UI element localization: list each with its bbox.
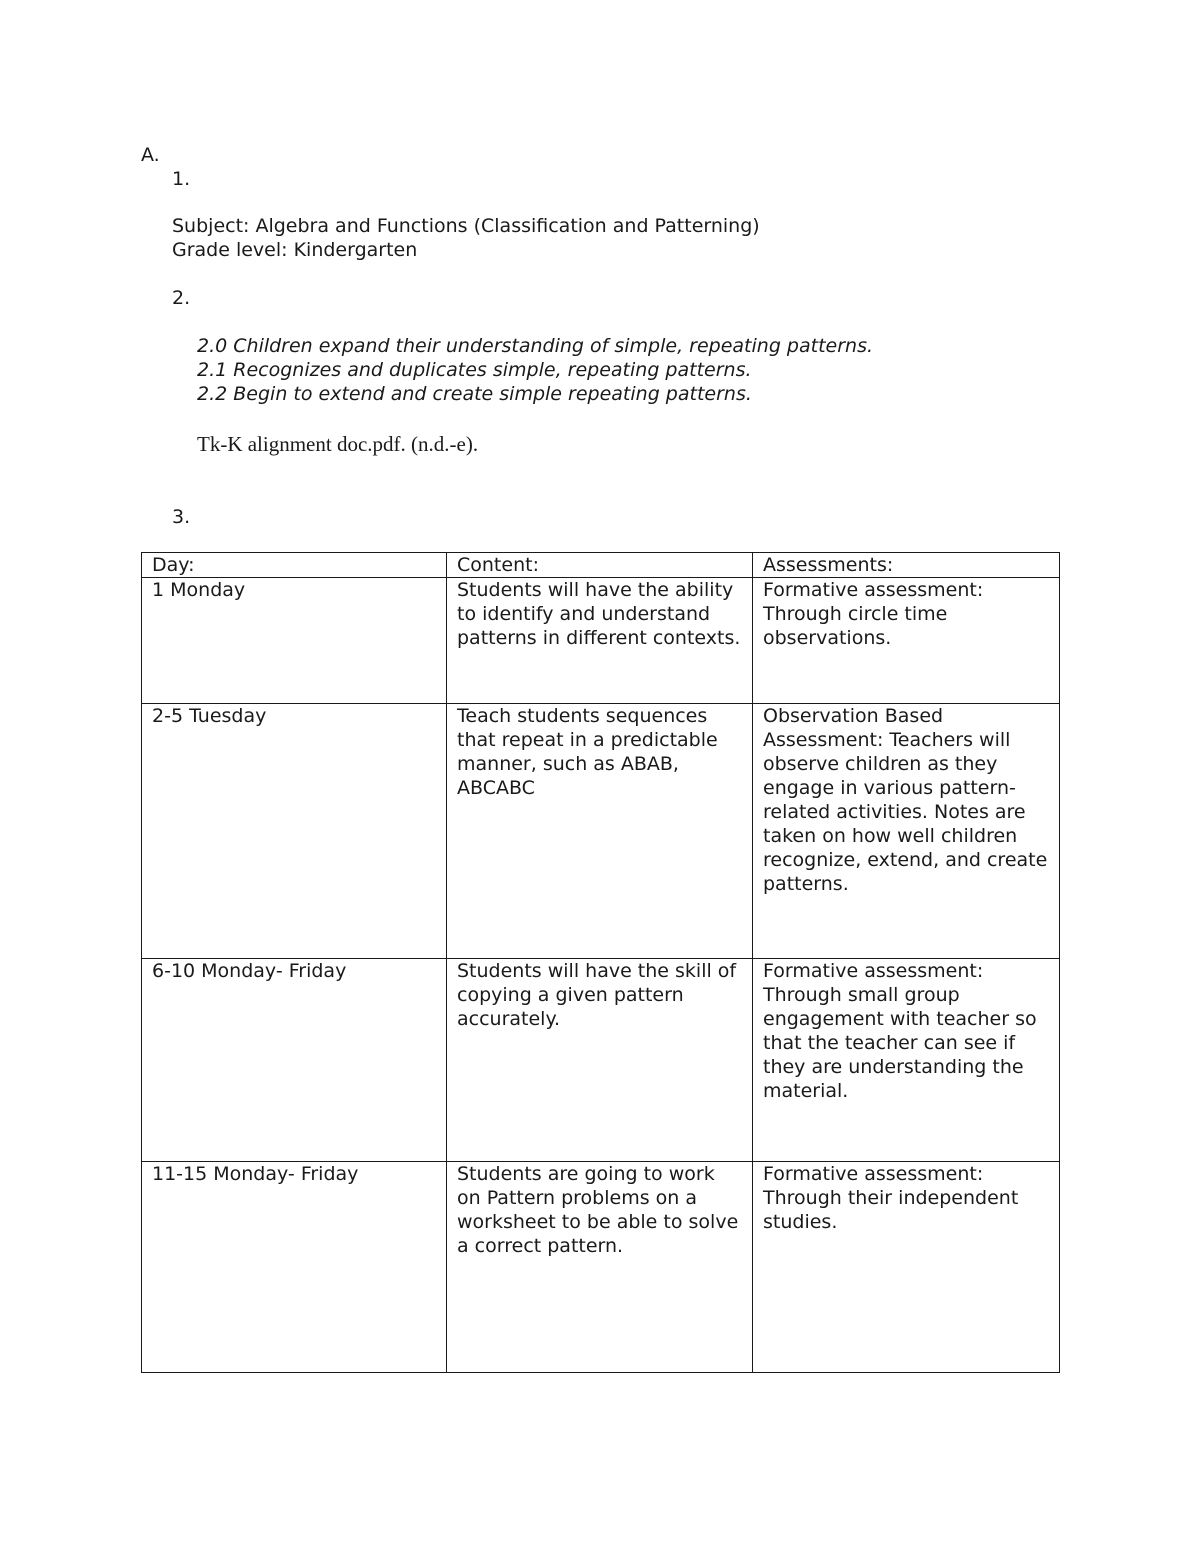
- table-row: [142, 578, 1060, 704]
- header-day: Day:: [142, 553, 447, 578]
- lesson-schedule-table: [141, 552, 1060, 1373]
- item-1-label: 1.: [172, 168, 191, 190]
- table-row: [142, 959, 1060, 1162]
- content-cell: Teach students sequences that repeat in a predictable manner, such as ABAB, ABCABC: [447, 704, 753, 959]
- grade-level-line: Grade level: Kindergarten: [172, 239, 418, 261]
- day-cell: 1 Monday: [142, 578, 447, 704]
- standard-2-0: 2.0 Children expand their understanding of simple, repeating patterns.: [197, 335, 874, 357]
- assessment-cell: Formative assessment: Through circle time observations.: [753, 578, 1060, 704]
- header-assessments: Assessments:: [753, 553, 1060, 578]
- day-cell: 2-5 Tuesday: [142, 704, 447, 959]
- content-cell: Students will have the skill of copying a given pattern accurately.: [447, 959, 753, 1162]
- item-2-label: 2.: [172, 287, 191, 309]
- content-cell: Students will have the ability to identify and understand patterns in different contexts.: [447, 578, 753, 704]
- item-3-label: 3.: [172, 506, 191, 528]
- content-cell: Students are going to work on Pattern problems on a worksheet to be able to solve a correct pattern.: [447, 1162, 753, 1373]
- table-row: [142, 1162, 1060, 1373]
- header-content: Content:: [447, 553, 753, 578]
- citation: Tk-K alignment doc.pdf. (n.d.-e).: [197, 432, 479, 456]
- standard-2-1: 2.1 Recognizes and duplicates simple, repeating patterns.: [197, 359, 752, 381]
- table-header-row: [142, 553, 1060, 578]
- standard-2-2: 2.2 Begin to extend and create simple repeating patterns.: [197, 383, 752, 405]
- assessment-cell: Observation Based Assessment: Teachers will observe children as they engage in various pattern-related activities. Notes are taken on how well children recognize, extend, and create patterns.: [753, 704, 1060, 959]
- assessment-cell: Formative assessment: Through small group engagement with teacher so that the teacher can see if they are understanding the material.: [753, 959, 1060, 1162]
- subject-line: Subject: Algebra and Functions (Classification and Patterning): [172, 215, 760, 237]
- table-row: [142, 704, 1060, 959]
- day-cell: 6-10 Monday- Friday: [142, 959, 447, 1162]
- section-a-label: A.: [141, 144, 160, 166]
- assessment-cell: Formative assessment: Through their independent studies.: [753, 1162, 1060, 1373]
- day-cell: 11-15 Monday- Friday: [142, 1162, 447, 1373]
